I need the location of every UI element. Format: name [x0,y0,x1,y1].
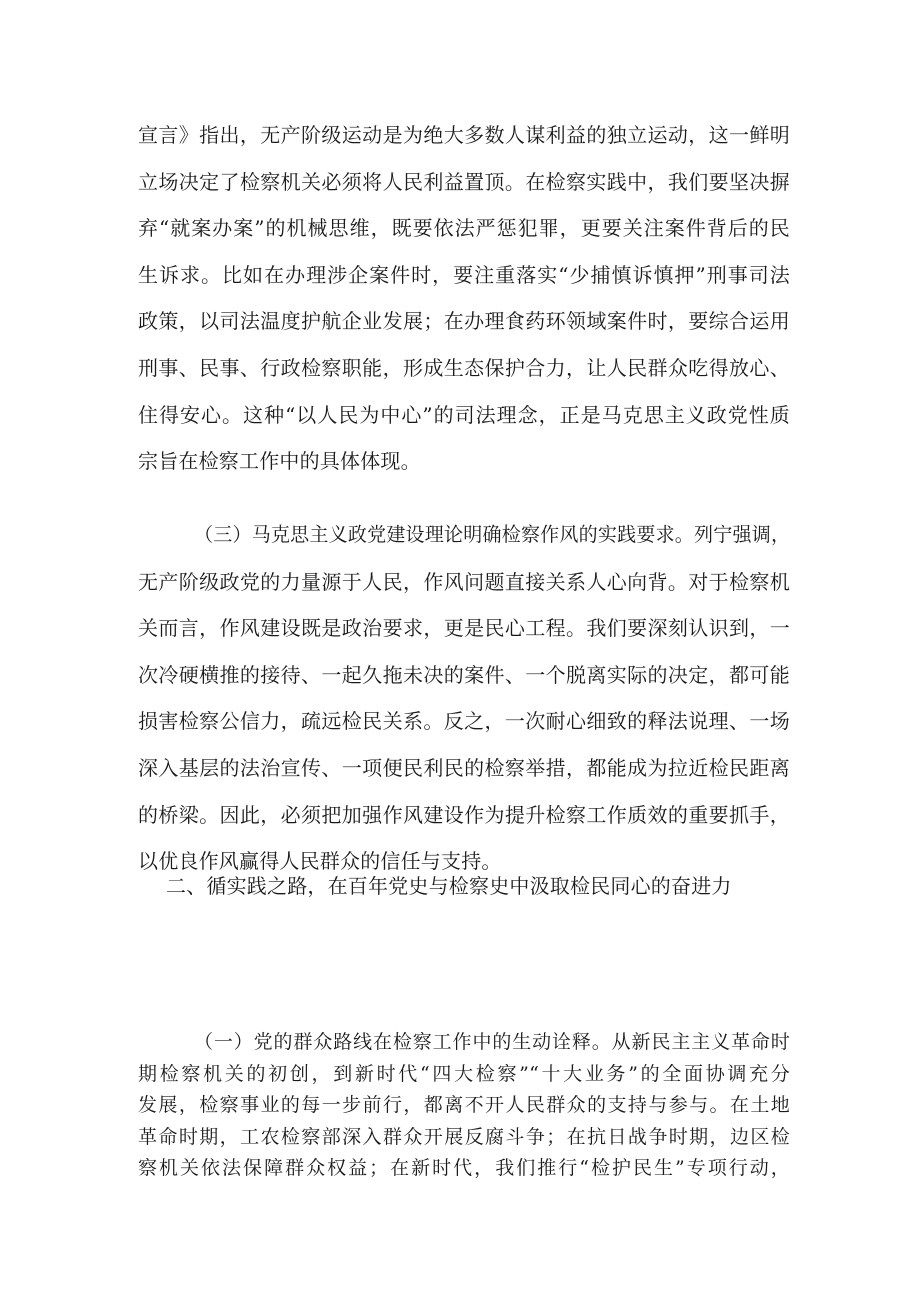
text-line: （一）党的群众路线在检察工作中的生动诠释。从新民主主义革命时 [194,1031,790,1053]
text-line: 宗旨在检察工作中的具体体现。 [138,449,421,474]
text-line: 刑事、民事、行政检察职能，形成生态保护合力，让人民群众吃得放心、 [138,355,790,380]
text-line: 的桥梁。因此，必须把加强作风建设作为提升检察工作质效的重要抓手， [138,802,790,827]
paragraph-work-style [138,512,790,885]
text-line: 期检察机关的初创，到新时代“四大检察”“十大业务”的全面协调充分 [138,1062,790,1085]
text-line: 弃“就案办案”的机械思维，既要依法严惩犯罪，更要关注案件背后的民 [138,216,790,241]
section-heading [138,863,790,910]
text-line: 生诉求。比如在办理涉企案件时，要注重落实“少捕慎诉慎押”刑事司法 [138,262,790,287]
heading-text: 二、循实践之路，在百年党史与检察史中汲取检民同心的奋进力 [166,874,732,898]
text-line: 住得安心。这种“以人民为中心”的司法理念，正是马克思主义政党性质 [138,402,790,427]
text-line: （三）马克思主义政党建设理论明确检察作风的实践要求。列宁强调， [194,524,790,546]
paragraph-mass-line [138,1027,790,1185]
paragraph-people-interest [138,112,790,485]
text-line: 关而言，作风建设既是政治要求，更是民心工程。我们要深刻认识到，一 [138,616,790,641]
text-line: 以优良作风赢得人民群众的信任与支持。 [138,849,502,874]
text-line: 政策，以司法温度护航企业发展；在办理食药环领域案件时，要综合运用 [138,309,790,334]
text-line: 革命时期，工农检察部深入群众开展反腐斗争；在抗日战争时期，边区检 [138,1125,790,1148]
text-line: 立场决定了检察机关必须将人民利益置顶。在检察实践中，我们要坚决摒 [138,169,790,194]
text-line: 发展，检察事业的每一步前行，都离不开人民群众的支持与参与。在土地 [138,1094,790,1117]
text-line: 次冷硬横推的接待、一起久拖未决的案件、一个脱离实际的决定，都可能 [138,662,790,687]
text-line: 宣言》指出，无产阶级运动是为绝大多数人谋利益的独立运动，这一鲜明 [138,123,790,147]
text-line: 无产阶级政党的力量源于人民，作风问题直接关系人心向背。对于检察机 [138,569,790,594]
text-line: 深入基层的法治宣传、一项便民利民的检察举措，都能成为拉近检民距离 [138,755,790,780]
text-line: 察机关依法保障群众权益；在新时代，我们推行“检护民生”专项行动， [138,1157,790,1180]
text-line: 损害检察公信力，疏远检民关系。反之，一次耐心细致的释法说理、一场 [138,709,790,734]
